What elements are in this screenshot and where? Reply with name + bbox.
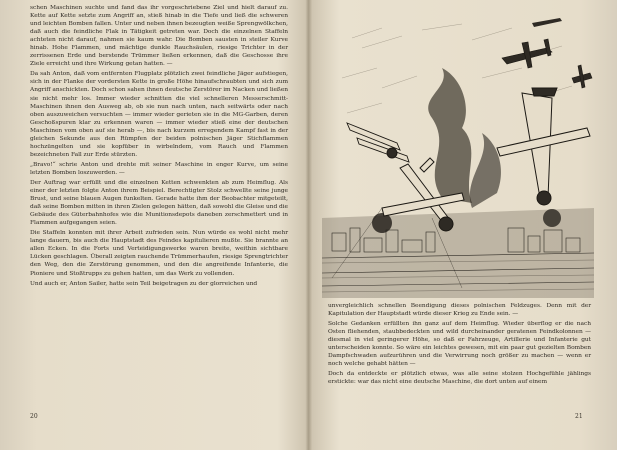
paragraph: Und auch er, Anton Sailer, hatte sein Teil beigetragen zu der glorreichen und: [30, 280, 258, 287]
right-page: [310, 0, 617, 450]
paragraph: Die Staffeln konnten mit ihrer Arbeit zufrieden sein. Nun würde es wohl nicht mehr lange dauern, bis auch die Hauptstadt des Feindes kapitulieren mußte. Sie brannte an allen Ecken. In die Forts und Verteidigungswerke waren breite, weithin sichtbare Lücken geschlagen. Überall zeigten rauchende Trümmerhaufen, riesige Sprengtrichter den Weg, den die Zerstörung genommen, und den die angreifende Infanterie, die Pioniere und Stoßtrupps zu gehen hatten, um das Werk zu vollenden.: [30, 230, 288, 277]
page-number-left: 20: [30, 413, 38, 420]
right-page-text: [328, 302, 591, 388]
left-page-text: [30, 4, 288, 290]
paragraph: Solche Gedanken erfüllten ihn ganz auf dem Heimflug. Wieder überflog er die nach Osten fliehenden, staubbedeckten und wild durcheinander geratenen Feindkolonnen — diesmal in viel geringerer Höhe, so daß er Fahrzeuge, Artillerie und Infanterie gut unterscheiden konnte. So wäre ein leichtes gewesen, mit ein paar gut gezielten Bomben Dampfschwaden aufzurühren und die Verwirrung noch größer zu machen — wenn er noch welche gehabt hätten —: [328, 321, 591, 368]
paragraph: Doch da entdeckte er plötzlich etwas, was alle seine stolzen Hochgefühle jählings erstickte: war das nicht eine deutsche Maschine, die dort unten auf einem: [328, 371, 591, 386]
paragraph: Der Auftrag war erfüllt und die einzelnen Ketten schwenkten ab zum Heimflug. Als einer der letzten folgte Anton ihrem Beispiel. Berechtigter Stolz schwellte seine junge Brust, und seine blauen Augen funkelten. Gerade hatte ihm der Beobachter mitgeteilt, daß seine Bomben mitten in ihren Zielen gelegen hätten, daß sowohl die Gleise und die Gebäude des Güterbahnhofes wie die Munitionsdepots daneben zerschmettert und in Flammen aufgegangen seien.: [30, 179, 288, 227]
aerial-combat-illustration: [322, 18, 594, 298]
page-number-right: 21: [575, 413, 583, 420]
paragraph: Da sah Anton, daß vom entfernten Flugplatz plötzlich zwei feindliche Jäger aufstiegen, sich in der Flanke der vordersten Kette in große Höhe hinaufschraubten und sich zum Angriff anschickten. Doch schon sahen ihnen deutsche Zerstörer im Nacken und ließen sie nicht mehr los. Immer wieder schnitten die viel schnelleren Messerschmitt-Maschinen ihnen den Ausweg ab, ob sie nun nach unten, nach seitwärts oder nach oben auszuweichen versuchten — immer wieder gerieten sie in die MG-Garben, deren Geschoßspuren klar zu erkennen waren — immer wieder stieß eine der deutschen Maschinen vom oben auf sie herab —, bis nach kurzem erregendem Kampf fast in der gleichen Sekunde aus den Rümpfen der beiden polnischen Jäger Stichflammen hochzüngelten und sie kopfüber in wirbelndem, vom Rauch und Flammen bezeichneten Fall zur Erde stürzten.: [30, 71, 288, 158]
left-page: [0, 0, 305, 450]
paragraph: unvergleichlich schnellen Beendigung dieses polnischen Feldzuges. Denn mit der Kapitulation der Hauptstadt würde dieser Krieg zu Ende sein. —: [328, 303, 591, 318]
paragraph: schen Maschinen suchte und fand das ihr vorgeschriebene Ziel und hielt darauf zu. Kette auf Kette setzte zum Angriff an, stieß hinab in die Tiefe und ließ die schweren und leichten Bomben fallen. Unter und neben ihnen bezeugten weiße Sprengwölkchen, daß auch die feindliche Flak in Tätigkeit getreten war. Doch die einzelnen Staffeln achteten nicht darauf, nahmen sie kaum wahr. Die Bomben sausten in steiler Kurve hinab. Hohe Flammen, und mächtige dunkle Rauchsäulen, riesige Trichter in der zerrissenen Erde und berstende Trümmer ließen erkennen, daß die Geschosse ihre Ziele erreicht und ihre Wirkung getan hatten. —: [30, 5, 288, 68]
paragraph: „Bravo!“ schrie Anton und drehte mit seiner Maschine in enger Kurve, um seine letzten Bomben loszuwerden. —: [30, 161, 288, 176]
